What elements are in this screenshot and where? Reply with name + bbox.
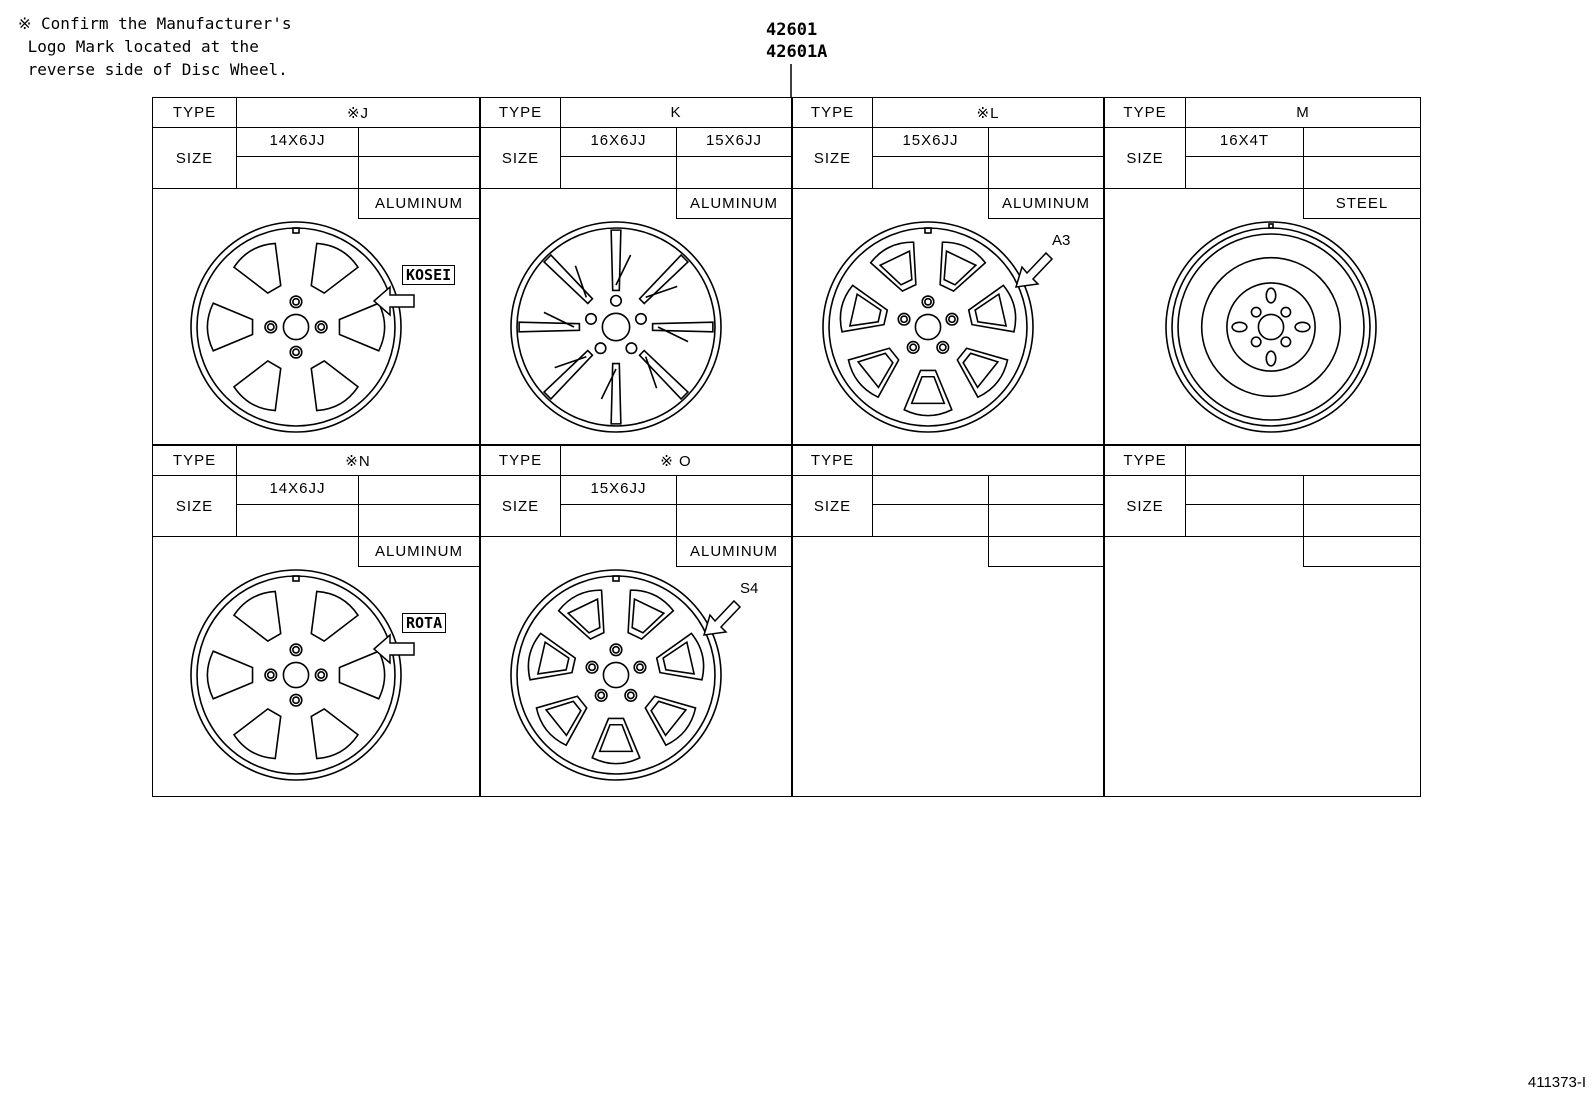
wheel-drawing [501,560,731,790]
wheel-drawing [501,212,731,442]
callout-label: A3 [1052,232,1071,249]
type-label: TYPE [152,445,237,476]
size-value-2 [1303,475,1421,505]
size-blank [872,504,989,537]
size-value-1: 15X6JJ [560,475,677,505]
size-blank [358,504,480,537]
size-blank [236,504,359,537]
size-label: SIZE [792,127,873,189]
manufacturer-logo: KOSEI [402,265,455,285]
manufacturer-logo: ROTA [402,613,446,633]
size-blank [358,156,480,189]
type-value: ※N [236,445,480,476]
type-label: TYPE [480,97,561,128]
note-line-3: reverse side of Disc Wheel. [18,60,288,79]
size-value-2 [358,127,480,157]
type-value: ※J [236,97,480,128]
material-label: ALUMINUM [358,536,480,567]
part-number-2: 42601A [766,42,828,62]
size-value-2: 15X6JJ [676,127,792,157]
size-value-2 [676,475,792,505]
size-blank [560,156,677,189]
wheel-drawing [181,560,411,790]
type-label: TYPE [1104,445,1186,476]
callout-arrow [1012,247,1056,291]
logo-arrow [372,627,416,671]
size-value-2 [988,475,1104,505]
material-label: STEEL [1303,188,1421,219]
size-label: SIZE [1104,475,1186,537]
wheel-drawing [181,212,411,442]
type-label: TYPE [480,445,561,476]
size-value-1: 14X6JJ [236,127,359,157]
material-label [1303,536,1421,567]
size-blank [1303,504,1421,537]
wheel-drawing [813,212,1043,442]
type-value [1185,445,1421,476]
size-blank [236,156,359,189]
size-label: SIZE [152,127,237,189]
diagram-id: 411373-I [1527,1074,1586,1091]
logo-arrow [372,279,416,323]
material-label: ALUMINUM [676,188,792,219]
size-blank [988,504,1104,537]
type-value: ※ O [560,445,792,476]
callout-label: S4 [740,580,759,597]
size-label: SIZE [792,475,873,537]
size-blank [1303,156,1421,189]
size-blank [988,156,1104,189]
type-label: TYPE [792,445,873,476]
type-label: TYPE [152,97,237,128]
size-value-2 [988,127,1104,157]
note-line-2: Logo Mark located at the [18,37,259,56]
material-label: ALUMINUM [358,188,480,219]
size-blank [676,156,792,189]
material-label: ALUMINUM [988,188,1104,219]
size-value-2 [1303,127,1421,157]
size-value-1 [1185,475,1304,505]
size-blank [560,504,677,537]
size-label: SIZE [480,127,561,189]
size-blank [1185,156,1304,189]
size-blank [676,504,792,537]
type-value: K [560,97,792,128]
wheel-drawing [1156,212,1386,442]
size-value-2 [358,475,480,505]
size-value-1: 16X4T [1185,127,1304,157]
material-label [988,536,1104,567]
size-blank [1185,504,1304,537]
size-label: SIZE [480,475,561,537]
type-value [872,445,1104,476]
size-value-1 [872,475,989,505]
size-blank [872,156,989,189]
callout-arrow [700,595,744,639]
size-value-1: 15X6JJ [872,127,989,157]
size-value-1: 14X6JJ [236,475,359,505]
note-line-1: ※ Confirm the Manufacturer's [18,14,292,33]
size-label: SIZE [152,475,237,537]
type-label: TYPE [1104,97,1186,128]
size-value-1: 16X6JJ [560,127,677,157]
size-label: SIZE [1104,127,1186,189]
material-label: ALUMINUM [676,536,792,567]
part-number-1: 42601 [766,20,818,40]
type-value: M [1185,97,1421,128]
type-label: TYPE [792,97,873,128]
type-value: ※L [872,97,1104,128]
